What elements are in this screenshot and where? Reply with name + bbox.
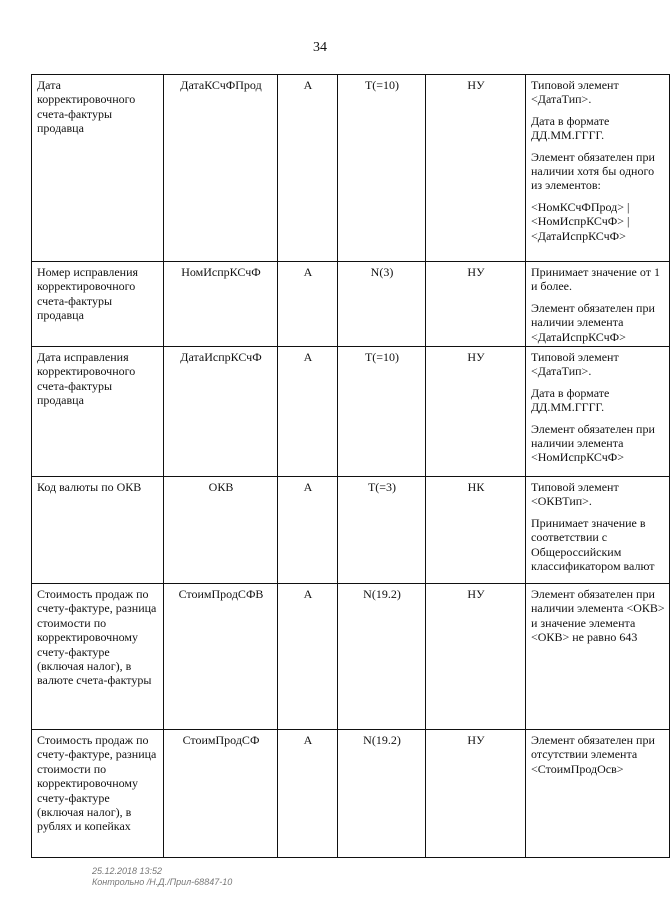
element-tag: СтоимПродСФВ [164, 584, 278, 730]
element-requirement: НК [426, 477, 526, 584]
note-line: Принимает значение от 1 и более. [531, 265, 660, 294]
note-line: Элемент обязателен при наличии элемента <ДатаИспрКСчФ> [531, 300, 655, 344]
note-line: Элемент обязателен при наличии хотя бы одного из элементов: [531, 149, 655, 193]
element-requirement: НУ [426, 584, 526, 730]
element-name: Стоимость продаж по счету-фактуре, разница стоимости по корректировочному счету-фактуре (включая налог), в рублях и копейках [32, 730, 164, 858]
element-notes [526, 262, 670, 347]
table-row [32, 75, 670, 262]
element-attribute: А [278, 730, 338, 858]
document-stamp [92, 866, 232, 888]
element-format: N(3) [338, 262, 426, 347]
note-line: Элемент обязателен при наличии элемента <ОКВ> и значение элемента <ОКВ> не равно 643 [531, 587, 665, 645]
element-attribute: А [278, 75, 338, 262]
element-notes [526, 347, 670, 477]
element-attribute: А [278, 262, 338, 347]
element-name: Стоимость продаж по счету-фактуре, разница стоимости по корректировочному счету-фактуре (включая налог), в валюте счета-фактуры [32, 584, 164, 730]
table-row [32, 262, 670, 347]
element-attribute: А [278, 477, 338, 584]
element-format: N(19.2) [338, 584, 426, 730]
element-tag: СтоимПродСФ [164, 730, 278, 858]
element-format: T(=10) [338, 75, 426, 262]
element-format: N(19.2) [338, 730, 426, 858]
element-attribute: А [278, 347, 338, 477]
element-name: Код валюты по ОКВ [32, 477, 164, 584]
element-attribute: А [278, 584, 338, 730]
note-line: Типовой элемент <ДатаТип>. [531, 350, 619, 379]
element-notes [526, 75, 670, 262]
element-name: Дата корректировочного счета-фактуры продавца [32, 75, 164, 262]
element-notes [526, 730, 670, 858]
note-line: Элемент обязателен при наличии элемента <НомИспрКСчФ> [531, 421, 655, 465]
table-row [32, 730, 670, 858]
note-line: Дата в формате ДД.ММ.ГГГГ. [531, 385, 610, 415]
table-row [32, 477, 670, 584]
element-requirement: НУ [426, 730, 526, 858]
table-row [32, 347, 670, 477]
note-line: Дата в формате ДД.ММ.ГГГГ. [531, 113, 610, 143]
element-tag: ОКВ [164, 477, 278, 584]
note-line: <НомКСчФПрод> | <НомИспрКСчФ> | <ДатаИспрКСчФ> [531, 199, 630, 243]
element-requirement: НУ [426, 262, 526, 347]
element-notes [526, 584, 670, 730]
element-spec-table [31, 74, 670, 858]
element-name: Номер исправления корректировочного счета-фактуры продавца [32, 262, 164, 347]
element-format: T(=10) [338, 347, 426, 477]
element-name: Дата исправления корректировочного счета-фактуры продавца [32, 347, 164, 477]
table-row [32, 584, 670, 730]
element-tag: НомИспрКСчФ [164, 262, 278, 347]
element-tag: ДатаИспрКСчФ [164, 347, 278, 477]
note-line: Типовой элемент <ОКВТип>. [531, 480, 619, 509]
stamp-reference: Контрольно /Н.Д./Прил-68847-10 [92, 877, 233, 887]
element-format: T(=3) [338, 477, 426, 584]
stamp-date: 25.12.2018 13:52 [92, 866, 163, 876]
element-tag: ДатаКСчФПрод [164, 75, 278, 262]
note-line: Принимает значение в соответствии с Общероссийским классификатором валют [531, 515, 655, 574]
element-notes [526, 477, 670, 584]
note-line: Типовой элемент <ДатаТип>. [531, 78, 619, 107]
element-requirement: НУ [426, 347, 526, 477]
note-line: Элемент обязателен при отсутствии элемента <СтоимПродОсв> [531, 733, 655, 776]
page-number: 34 [313, 40, 327, 55]
element-requirement: НУ [426, 75, 526, 262]
